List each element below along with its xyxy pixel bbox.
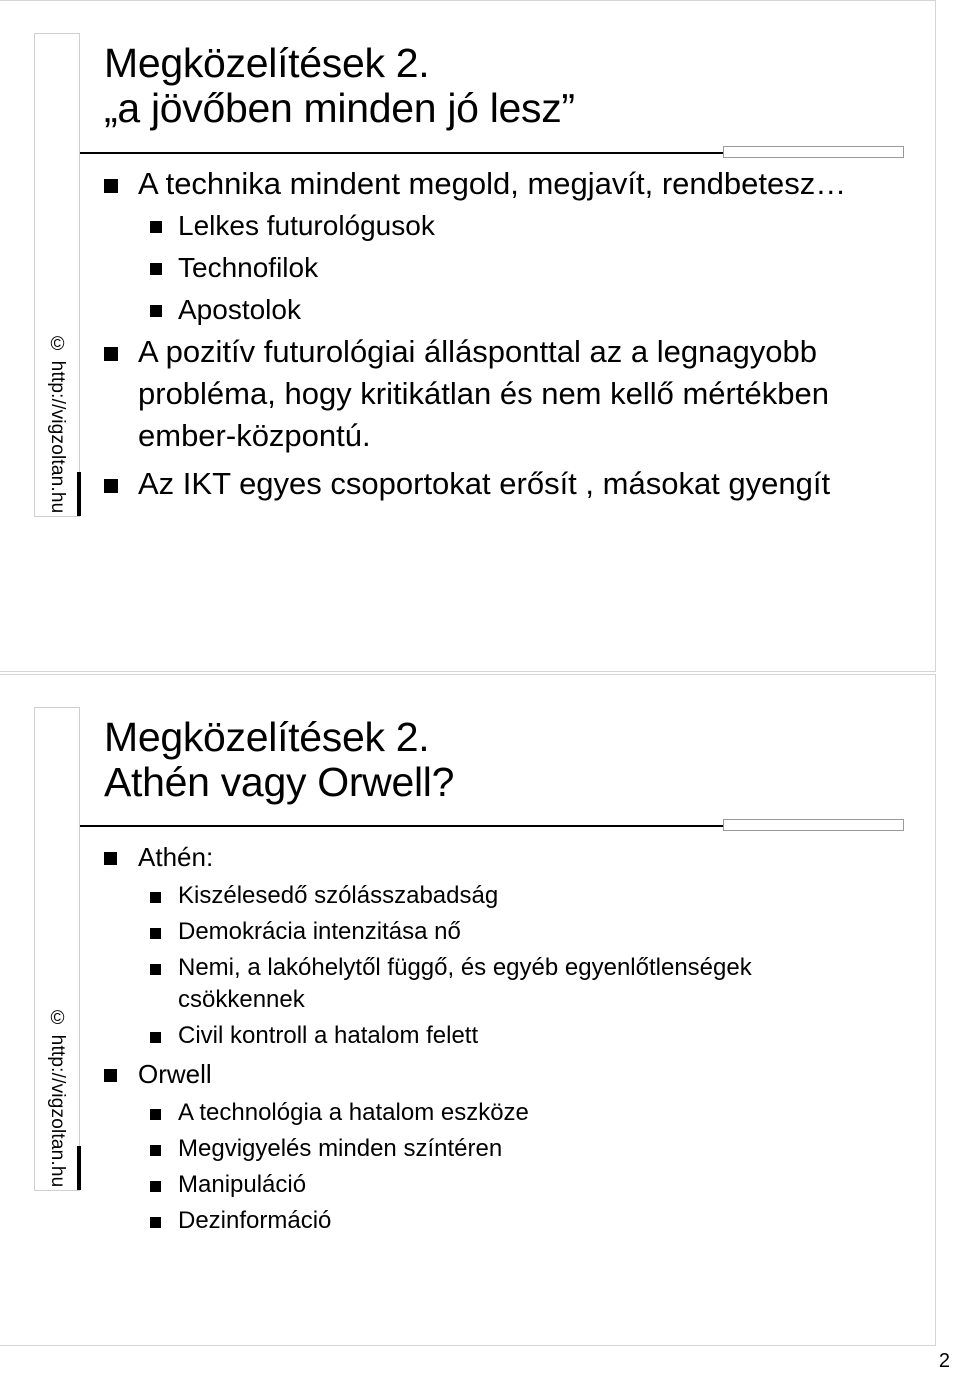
copyright-footer: © http://vigzoltan.hu <box>47 1008 68 1188</box>
square-bullet-icon <box>150 221 162 233</box>
square-bullet-icon <box>150 964 161 975</box>
square-bullet-icon <box>150 1217 161 1228</box>
list-item: Technofilok <box>100 247 898 289</box>
square-bullet-icon <box>104 852 117 865</box>
slide-1-bullet-list <box>100 163 898 505</box>
slide-title-line: Megközelítések 2. <box>104 714 430 760</box>
slide-title-line: „a jövőben minden jó lesz” <box>104 85 575 131</box>
copyright-footer: © http://vigzoltan.hu <box>47 334 68 514</box>
square-bullet-icon <box>150 305 162 317</box>
square-bullet-icon <box>104 179 118 193</box>
slide-2-title <box>104 715 454 805</box>
slide-title-line: Megközelítések 2. <box>104 40 430 86</box>
list-item: A pozitív futurológiai állásponttal az a legnagyobb probléma, hogy kritikátlan és nem kellő mértékben ember-központú. <box>100 331 898 457</box>
list-item: Lelkes futurológusok <box>100 205 898 247</box>
slide-title-line: Athén vagy Orwell? <box>104 759 455 805</box>
title-divider-box <box>723 146 904 158</box>
title-divider <box>80 152 725 154</box>
square-bullet-icon <box>150 1145 161 1156</box>
title-divider <box>80 825 725 827</box>
slide-1-title <box>104 41 575 131</box>
slide-2-bullet-list <box>100 839 878 1241</box>
slide-1-side-panel <box>34 33 80 517</box>
list-item: Apostolok <box>100 289 898 331</box>
side-accent-bar <box>77 472 81 516</box>
list-item: A technológia a hatalom eszköze <box>100 1097 878 1129</box>
square-bullet-icon <box>150 263 162 275</box>
list-item: Kiszélesedő szólásszabadság <box>100 880 878 912</box>
square-bullet-icon <box>150 892 161 903</box>
list-item: Athén: <box>100 839 878 875</box>
square-bullet-icon <box>104 1069 117 1082</box>
page-number: 2 <box>938 1350 950 1372</box>
square-bullet-icon <box>150 928 161 939</box>
slide-2-side-panel <box>34 707 80 1191</box>
list-item: Megvigyelés minden színtéren <box>100 1133 878 1165</box>
square-bullet-icon <box>150 1109 161 1120</box>
list-item: Nemi, a lakóhelytől függő, és egyéb egyenlőtlenségek csökkennek <box>100 952 878 1016</box>
list-item: Civil kontroll a hatalom felett <box>100 1020 878 1052</box>
list-item: A technika mindent megold, megjavít, rendbetesz… <box>100 163 898 205</box>
square-bullet-icon <box>150 1032 161 1043</box>
list-item: Orwell <box>100 1056 878 1092</box>
list-item: Manipuláció <box>100 1169 878 1201</box>
square-bullet-icon <box>104 347 118 361</box>
square-bullet-icon <box>150 1181 161 1192</box>
list-item: Demokrácia intenzitása nő <box>100 916 878 948</box>
square-bullet-icon <box>104 479 118 493</box>
list-item: Dezinformáció <box>100 1205 878 1237</box>
slide-2 <box>0 674 936 1346</box>
title-divider-box <box>723 819 904 831</box>
list-item: Az IKT egyes csoportokat erősít , másokat gyengít <box>100 463 898 505</box>
side-accent-bar <box>77 1146 81 1190</box>
slide-1 <box>0 0 936 672</box>
